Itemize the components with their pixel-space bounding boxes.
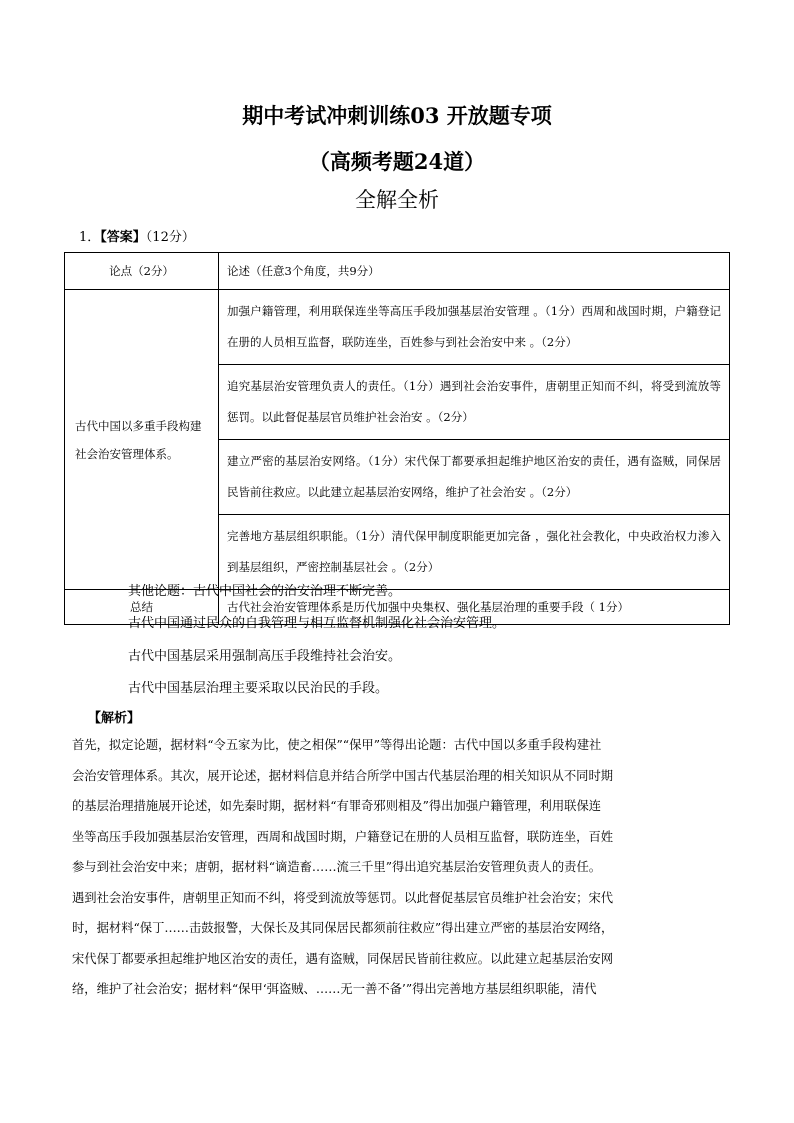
argument-point-4: 完善地方基层组织职能。（1分）清代保甲制度职能更加完备 ，强化社会教化，中央政治权力渗入到基层组织，严密控制基层社会 。（2分） (219, 515, 730, 590)
header-thesis-cell: 论点（2分） (65, 253, 219, 290)
other-thesis-3: 古代中国基层采用强制高压手段维持社会治安。 (128, 649, 402, 664)
question-header (79, 226, 195, 245)
analysis-line: 络，维护了社会治安；据材料“保甲‘弭盗贼、……无一善不备’”得出完善地方基层组织职能，清代 (72, 982, 597, 996)
analysis-line: 时，据材料“保丁……击鼓报警，大保长及其同保居民都须前往救应”得出建立严密的基层治安网络， (72, 921, 614, 935)
other-thesis-4: 古代中国基层治理主要采取以民治民的手段。 (128, 681, 389, 696)
summary-text: 古代社会治安管理体系是历代加强中央集权、强化基层治理的重要手段（ 1分） (219, 590, 730, 625)
argument-point-3: 建立严密的基层治安网络。（1分）宋代保丁都要承担起维护地区治安的责任，遇有盗贼，同保居民皆前往救应。以此建立起基层治安网络，维护了社会治安 。（2分） (219, 440, 730, 515)
other-thesis-1: 其他论题：古代中国社会的治安治理不断完善。 (128, 584, 402, 599)
section-title: 全解全析 (355, 188, 439, 212)
summary-label: 总结 (65, 590, 219, 625)
answer-table (64, 252, 730, 625)
thesis-cell: 古代中国以多重手段构建社会治安管理体系。 (65, 290, 219, 590)
analysis-line: 遇到社会治安事件，唐朝里正知而不纠，将受到流放等惩罚。以此督促基层官员维护社会治安；宋代 (72, 890, 614, 905)
subtitle: （高频考题24道） (308, 149, 486, 174)
analysis-line: 首先，拟定论题，据材料“令五家为比，使之相保”“保甲”等得出论题：古代中国以多重手段构建社 (72, 738, 602, 752)
analysis-label: 【解析】 (88, 711, 141, 726)
analysis-line: 宋代保丁都要承担起维护地区治安的责任，遇有盗贼，同保居民皆前往救应。以此建立起基层治安网 (72, 951, 614, 966)
analysis-line: 的基层治理措施展开论述，如先秦时期，据材料“有罪奇邪则相及”得出加强户籍管理，利用联保连 (72, 799, 602, 813)
header-argument-cell: 论述（任意3个角度，共9分） (219, 253, 730, 290)
question-number: 1． (79, 230, 101, 245)
main-title: 期中考试冲刺训练03 开放题专项 (242, 103, 552, 128)
analysis-line: 参与到社会治安中来；唐朝，据材料“谪造畜……流三千里”得出追究基层治安管理负责人的责任。 (72, 860, 602, 874)
table-row (65, 290, 730, 365)
analysis-body (72, 730, 732, 1005)
argument-point-2: 追究基层治安管理负责人的责任。（1分）遇到社会治安事件，唐朝里正知而不纠，将受到流放等惩罚。以此督促基层官员维护社会治安 。（2分） (219, 365, 730, 440)
analysis-line: 会治安管理体系。其次，展开论述，据材料信息并结合所学中国古代基层治理的相关知识从不同时期 (72, 768, 614, 783)
question-score: （12分） (145, 230, 195, 245)
answer-label: 【答案】 (100, 230, 146, 245)
other-thesis-2: 古代中国通过民众的自我管理与相互监督机制强化社会治安管理。 (128, 616, 506, 631)
argument-point-1: 加强户籍管理，利用联保连坐等高压手段加强基层治安管理 。（1分）西周和战国时期，户籍登记在册的人员相互监督，联防连坐，百姓参与到社会治安中来 。（2分） (219, 290, 730, 365)
analysis-line: 坐等高压手段加强基层治安管理，西周和战国时期，户籍登记在册的人员相互监督，联防连坐，百姓 (72, 829, 614, 844)
table-header-row (65, 253, 730, 290)
